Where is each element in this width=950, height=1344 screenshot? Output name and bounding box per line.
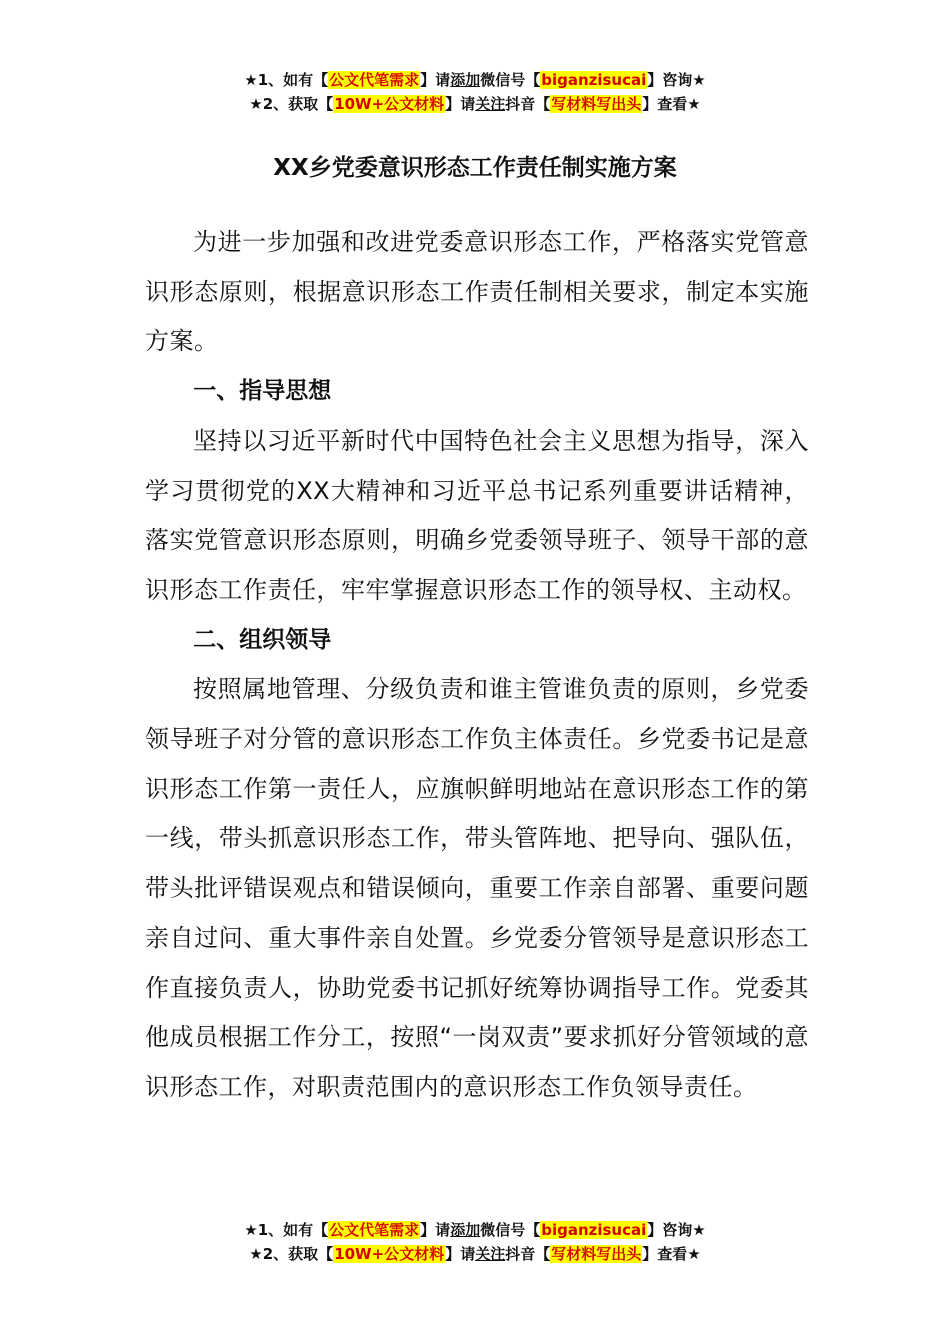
highlight-douyin-id: 写材料写出头: [551, 95, 642, 113]
banner-line-1: ★1、如有【公文代笔需求】请添加微信号【biganzisucai】咨询★: [244, 1221, 706, 1239]
section-heading-1: 一、指导思想: [193, 378, 332, 405]
footer-banner: [0, 1218, 950, 1266]
highlight-materials: 10W+公文材料: [334, 1245, 445, 1263]
document-body: [145, 218, 809, 1113]
highlight-wechat-id: biganzisucai: [541, 1221, 647, 1239]
section-paragraph-2: 按照属地管理、分级负责和谁主管谁负责的原则，乡党委领导班子对分管的意识形态工作负主体责任。乡党委书记是意识形态工作第一责任人，应旗帜鲜明地站在意识形态工作的第一线，带头抓意识形态工作，带头管阵地、把导向、强队伍，带头批评错误观点和错误倾向，重要工作亲自部署、重要问题亲自过问、重大事件亲自处置。乡党委分管领导是意识形态工作直接负责人，协助党委书记抓好统筹协调指导工作。党委其他成员根据工作分工，按照“一岗双责”要求抓好分管领域的意识形态工作，对职责范围内的意识形态工作负领导责任。: [145, 675, 809, 1101]
header-banner: [0, 68, 950, 116]
intro-paragraph: 为进一步加强和改进党委意识形态工作，严格落实党管意识形态原则，根据意识形态工作责任制相关要求，制定本实施方案。: [145, 228, 809, 356]
banner-line-2: ★2、获取【10W+公文材料】请关注抖音【写材料写出头】查看★: [249, 1245, 701, 1263]
document-title: XX乡党委意识形态工作责任制实施方案: [273, 155, 677, 181]
section-paragraph-1: 坚持以习近平新时代中国特色社会主义思想为指导，深入学习贯彻党的XX大精神和习近平总书记系列重要讲话精神，落实党管意识形态原则，明确乡党委领导班子、领导干部的意识形态工作责任，牢牢掌握意识形态工作的领导权、主动权。: [145, 426, 809, 604]
section-heading-2: 二、组织领导: [193, 626, 332, 653]
highlight-wechat-id: biganzisucai: [541, 71, 647, 89]
banner-line-1: ★1、如有【公文代笔需求】请添加微信号【biganzisucai】咨询★: [244, 71, 706, 89]
highlight-service: 公文代笔需求: [329, 71, 420, 89]
banner-line-2: ★2、获取【10W+公文材料】请关注抖音【写材料写出头】查看★: [249, 95, 701, 113]
highlight-service: 公文代笔需求: [329, 1221, 420, 1239]
highlight-douyin-id: 写材料写出头: [551, 1245, 642, 1263]
highlight-materials: 10W+公文材料: [334, 95, 445, 113]
